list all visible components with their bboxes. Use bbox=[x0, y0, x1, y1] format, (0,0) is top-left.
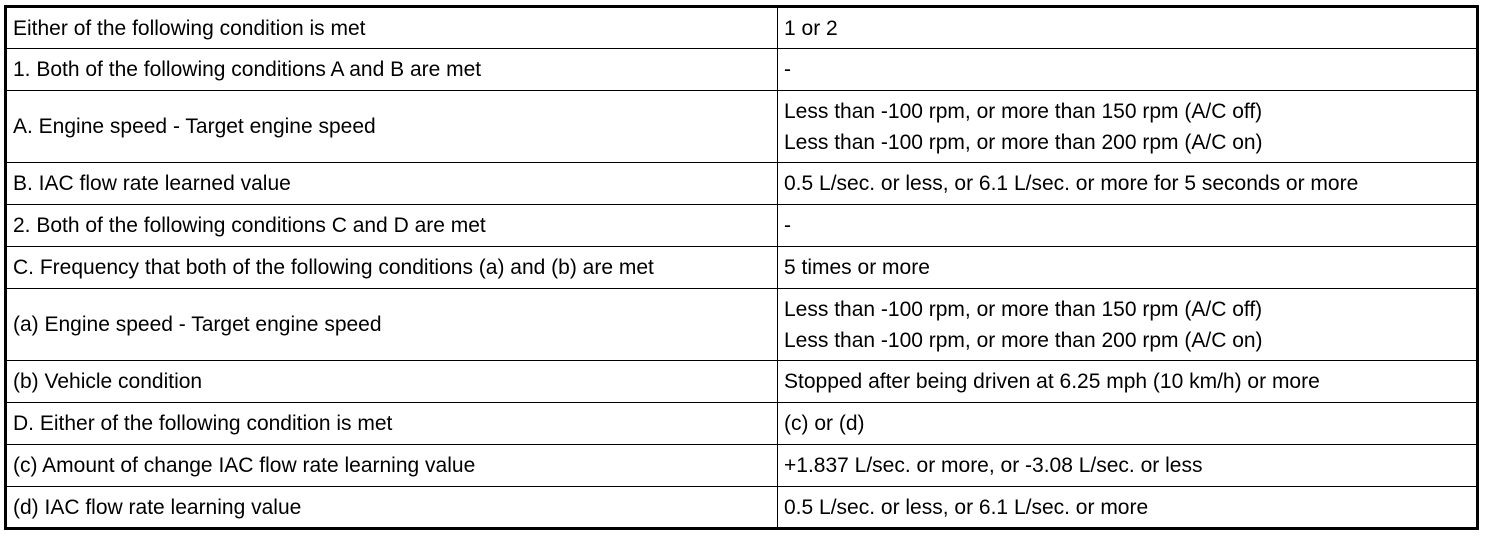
condition-cell: (a) Engine speed - Target engine speed bbox=[6, 289, 778, 361]
value-line: - bbox=[784, 58, 791, 81]
value-cell bbox=[778, 247, 1478, 289]
table-row bbox=[6, 403, 1478, 445]
condition-cell: Either of the following condition is met bbox=[6, 7, 778, 49]
condition-cell: (b) Vehicle condition bbox=[6, 361, 778, 403]
condition-cell: (c) Amount of change IAC flow rate learning value bbox=[6, 445, 778, 487]
value-cell bbox=[778, 91, 1478, 163]
value-cell bbox=[778, 163, 1478, 205]
condition-cell: D. Either of the following condition is met bbox=[6, 403, 778, 445]
value-cell bbox=[778, 289, 1478, 361]
value-cell bbox=[778, 403, 1478, 445]
condition-cell: C. Frequency that both of the following conditions (a) and (b) are met bbox=[6, 247, 778, 289]
table-row bbox=[6, 7, 1478, 49]
value-cell bbox=[778, 487, 1478, 529]
condition-cell: 1. Both of the following conditions A and B are met bbox=[6, 49, 778, 91]
table-row bbox=[6, 49, 1478, 91]
condition-cell: A. Engine speed - Target engine speed bbox=[6, 91, 778, 163]
table-row bbox=[6, 91, 1478, 163]
value-line: 5 times or more bbox=[784, 256, 930, 279]
table-row bbox=[6, 205, 1478, 247]
value-cell bbox=[778, 49, 1478, 91]
value-line: 1 or 2 bbox=[784, 16, 838, 40]
value-line: - bbox=[784, 214, 791, 237]
value-cell bbox=[778, 7, 1478, 49]
condition-cell: B. IAC flow rate learned value bbox=[6, 163, 778, 205]
value-line: Less than -100 rpm, or more than 200 rpm (A/C on) bbox=[784, 130, 1263, 154]
table-row bbox=[6, 361, 1478, 403]
condition-table bbox=[4, 5, 1479, 530]
table-row bbox=[6, 289, 1478, 361]
value-line: 0.5 L/sec. or less, or 6.1 L/sec. or more bbox=[784, 495, 1149, 519]
value-line: Less than -100 rpm, or more than 150 rpm (A/C off) bbox=[784, 99, 1263, 123]
condition-cell: 2. Both of the following conditions C and D are met bbox=[6, 205, 778, 247]
value-cell bbox=[778, 445, 1478, 487]
value-line: 0.5 L/sec. or less, or 6.1 L/sec. or more for 5 seconds or more bbox=[784, 172, 1359, 195]
value-line: Stopped after being driven at 6.25 mph (10 km/h) or more bbox=[784, 370, 1320, 393]
table-row bbox=[6, 247, 1478, 289]
value-line: Less than -100 rpm, or more than 200 rpm (A/C on) bbox=[784, 328, 1263, 352]
value-line: (c) or (d) bbox=[784, 412, 865, 435]
value-cell bbox=[778, 361, 1478, 403]
value-line: Less than -100 rpm, or more than 150 rpm (A/C off) bbox=[784, 297, 1263, 321]
table-row bbox=[6, 487, 1478, 529]
condition-cell: (d) IAC flow rate learning value bbox=[6, 487, 778, 529]
value-cell bbox=[778, 205, 1478, 247]
value-line: +1.837 L/sec. or more, or -3.08 L/sec. or less bbox=[784, 454, 1203, 477]
table-row bbox=[6, 163, 1478, 205]
table-row bbox=[6, 445, 1478, 487]
